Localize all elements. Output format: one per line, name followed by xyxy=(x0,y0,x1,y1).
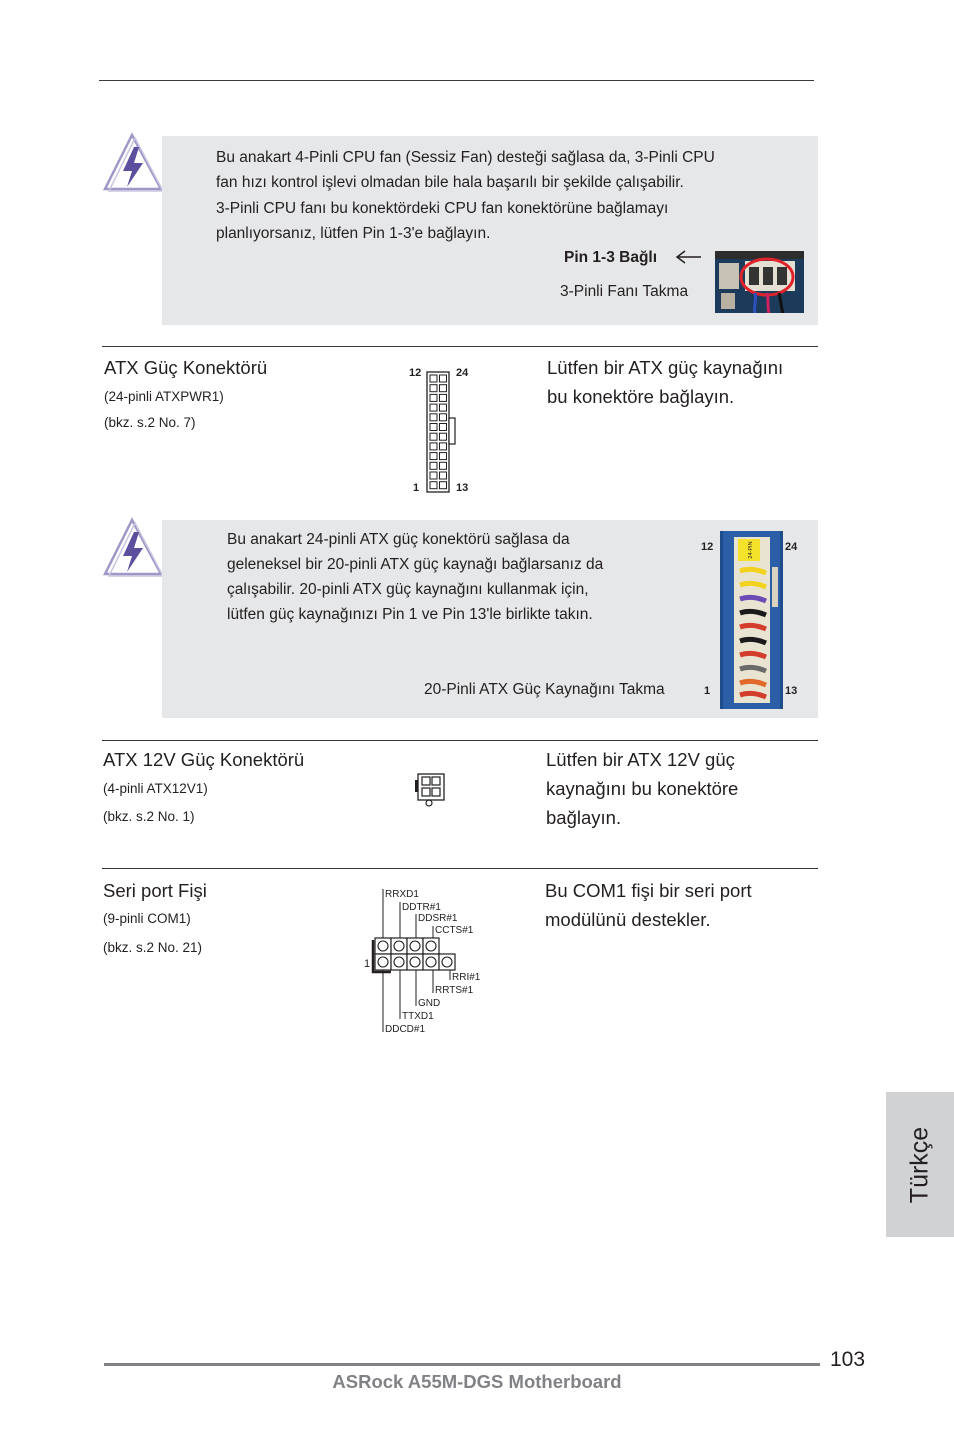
com1-pin-label: TTXD1 xyxy=(402,1011,434,1022)
photo-pin-12: 12 xyxy=(701,541,714,553)
serial-description-line: Bu COM1 fişi bir seri port xyxy=(545,880,752,901)
photo-pin-1: 1 xyxy=(704,685,711,697)
serial-description-line: modülünü destekler. xyxy=(545,909,711,930)
atx-connector-photo xyxy=(720,531,783,709)
atx-subtitle: (24-pinli ATXPWR1) xyxy=(104,389,224,404)
photo-pin-13: 13 xyxy=(785,685,798,697)
atx12v-description xyxy=(546,745,738,832)
fan-caption: 3-Pinli Fanı Takma xyxy=(560,283,689,300)
atx-pin-1: 1 xyxy=(413,482,420,494)
fan-note-line: 3-Pinli CPU fanı bu konektördeki CPU fan konektörüne bağlamayı xyxy=(216,199,669,217)
serial-subtitle: (9-pinli COM1) xyxy=(103,911,191,926)
top-rule xyxy=(99,80,814,81)
serial-description xyxy=(545,876,752,934)
footer-rule xyxy=(104,1363,820,1366)
page-number: 103 xyxy=(830,1348,866,1371)
atx-note-caption: 20-Pinli ATX Güç Kaynağını Takma xyxy=(424,681,665,698)
atx-reference: (bkz. s.2 No. 7) xyxy=(104,415,196,430)
fan-connector-photo xyxy=(715,251,804,313)
com1-pin-label: GND xyxy=(418,998,441,1009)
atx12v-title: ATX 12V Güç Konektörü xyxy=(103,749,305,770)
section-rule xyxy=(102,868,818,869)
com1-pin-label: RRTS#1 xyxy=(435,985,474,996)
com1-pin-one: 1 xyxy=(364,958,371,970)
com1-pin-label: DDSR#1 xyxy=(418,913,458,924)
atx24-latch xyxy=(449,418,455,444)
atx24-connector-diagram xyxy=(425,370,459,494)
fan-note-text xyxy=(216,145,715,246)
language-tab-label: Türkçe xyxy=(905,1126,934,1203)
atx-pin-12: 12 xyxy=(409,367,422,379)
atx-note-line: çalışabilir. 20-pinli ATX güç kaynağını kullanmak için, xyxy=(227,581,589,598)
atx-description-line: Lütfen bir ATX güç kaynağını xyxy=(547,357,784,378)
com1-pin-label: DDCD#1 xyxy=(385,1024,426,1035)
section-rule xyxy=(102,740,818,741)
atx12v-description-line: kaynağını bu konektöre xyxy=(546,778,739,799)
fan-note-line: planlıyorsanız, lütfen Pin 1-3'e bağlayın. xyxy=(216,224,491,242)
atx-note-line: Bu anakart 24-pinli ATX güç konektörü sağlasa da xyxy=(227,531,570,548)
section-rule xyxy=(102,346,818,347)
atx-description-line: bu konektöre bağlayın. xyxy=(547,386,735,407)
atx-pin-13: 13 xyxy=(456,482,469,494)
atx12v-connector-diagram xyxy=(414,772,448,808)
atx12v-subtitle: (4-pinli ATX12V1) xyxy=(103,781,208,796)
footer-text: ASRock A55M-DGS Motherboard xyxy=(332,1371,622,1392)
language-tab xyxy=(886,1092,954,1237)
photo-pin-24: 24 xyxy=(785,541,798,553)
com1-pin-label: RRI#1 xyxy=(452,972,481,983)
com1-pin-label: CCTS#1 xyxy=(435,925,474,936)
fan-note-line: fan hızı kontrol işlevi olmadan bile hala başarılı bir şekilde çalışabilir. xyxy=(216,174,684,192)
atx12v-description-line: bağlayın. xyxy=(546,807,622,828)
com1-pin-label: DDTR#1 xyxy=(402,902,441,913)
fan-pin-label: Pin 1-3 Bağlı xyxy=(564,249,658,266)
com1-pin-label: RRXD1 xyxy=(385,889,419,900)
atx-pin-24: 24 xyxy=(456,367,469,379)
atx-note-line: lütfen güç kaynağınızı Pin 1 ve Pin 13'le birlikte takın. xyxy=(227,606,593,623)
warning-icon xyxy=(101,516,165,578)
atx12v-reference: (bkz. s.2 No. 1) xyxy=(103,809,195,824)
warning-icon xyxy=(101,131,165,193)
atx-note-text xyxy=(227,527,603,627)
atx12v-description-line: Lütfen bir ATX 12V güç xyxy=(546,749,735,770)
atx-description xyxy=(547,353,783,411)
photo-connector-label: 24-PIN xyxy=(748,541,754,559)
atx-title: ATX Güç Konektörü xyxy=(104,357,268,378)
com1-connector-diagram xyxy=(362,884,486,1036)
atx-note-line: geleneksel bir 20-pinli ATX güç kaynağı bağlarsanız da xyxy=(227,556,604,573)
serial-title: Seri port Fişi xyxy=(103,880,207,901)
arrow-left-icon xyxy=(674,250,702,264)
fan-note-line: Bu anakart 4-Pinli CPU fan (Sessiz Fan) desteği sağlasa da, 3-Pinli CPU xyxy=(216,149,715,166)
serial-reference: (bkz. s.2 No. 21) xyxy=(103,940,203,955)
